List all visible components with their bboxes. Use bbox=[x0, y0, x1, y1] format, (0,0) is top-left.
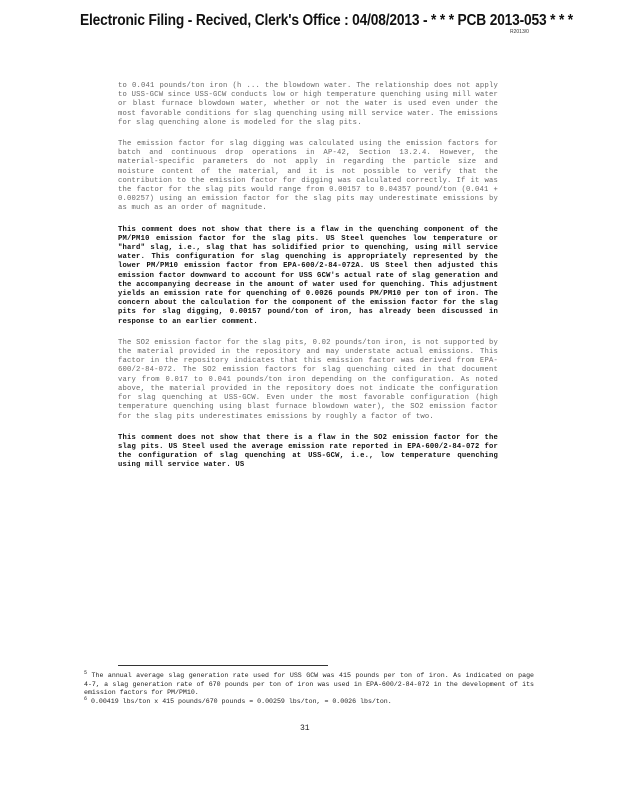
paragraph-1: to 0.041 pounds/ton iron (h ... the blowdown water. The relationship does not apply to USS-GCW since USS-GCW conducts low or high temperature quenching using mill water or blast furnace blowdown water, whether or not the water is used even under the most favorable conditions for slag quenching using mill service water. The emissions for slag quenching alone is modeled for the slag pits. bbox=[118, 82, 498, 127]
footnote-text: 0.00419 lbs/ton x 415 pounds/670 pounds = 0.00259 lbs/ton, = 0.0026 lbs/ton. bbox=[90, 697, 392, 705]
paragraph-3: The SO2 emission factor for the slag pits, 0.02 pounds/ton iron, is not supported by the material provided in the repository and may understate actual emissions. This factor in the repository indicates that this emission factor was derived from EPA-600/2-84-072. The SO2 emission factors for slag quenching cited in that document vary from 0.017 to 0.041 pounds/ton iron depending on the configuration. As noted above, the material provided in the repository does not indicate the configuration for slag quenching at USS-GCW. Even under the most favorable configuration (high temperature quenching using blast furnace blowdown water), the SO2 emission factor for the slag pits underestimates emissions by roughly a factor of two. bbox=[118, 338, 498, 421]
page-number: 31 bbox=[300, 724, 310, 733]
footnote-6 bbox=[84, 695, 534, 707]
footnote-mark: 6 bbox=[84, 695, 88, 702]
footnote-mark: 5 bbox=[84, 669, 88, 676]
response-paragraph-1: This comment does not show that there is a flaw in the quenching component of the PM/PM10 emission factor for the slag pits. US Steel quenches low temperature or "hard" slag, i.e., slag that has solidified prior to quenching, using mill service water. This configuration for slag quenching is appropriately represented by the lower PM/PM10 emission factor from EPA-600/2-84-072A. US Steel then adjusted this emission factor downward to account for USS GCW's actual rate of slag generation and the accompanying decrease in the amount of water used for quenching. This adjustment yields an emission rate for quenching of 0.0026 pounds PM/PM10 per ton of iron. The concern about the calculation for the component of the emission factor for the slag pits for slag digging, 0.00157 pound/ton of iron, has already been discussed in response to an earlier comment. bbox=[118, 225, 498, 326]
paragraph-2: The emission factor for slag digging was calculated using the emission factors for batch and continuous drop operations in AP-42, Section 13.2.4. However, the material-specific parameters do not apply in regarding the particle size and moisture content of the material, and it is not possible to verify that the contribution to the emission factor for digging was calculated correctly. If it was the factor for the slag pits would range from 0.00157 to 0.04357 pound/ton (0.041 + 0.00257) using an emission factor for the slag pits may underestimate emissions by as much as an order of magnitude. bbox=[118, 140, 498, 213]
footnote-text: The annual average slag generation rate used for USS GCW was 415 pounds per ton of iron. As indicated on page 4-7, a slag generation rate of 670 pounds per ton of iron was used in EPA-600/2-84-072 in the development of its emission factors for PM/PM10. bbox=[84, 672, 534, 697]
footnote-separator bbox=[118, 665, 328, 666]
footnotes bbox=[84, 669, 534, 706]
body-text bbox=[118, 82, 498, 483]
filing-header-stamp: R2013/0 bbox=[510, 29, 529, 35]
response-paragraph-2: This comment does not show that there is a flaw in the SO2 emission factor for the slag pits. US Steel used the average emission rate reported in EPA-600/2-84-072 for the configuration of slag quenching at USS-GCW, i.e., low temperature quenching using mill service water. US bbox=[118, 433, 498, 470]
filing-header: Electronic Filing - Recived, Clerk's Office : 04/08/2013 - * * * PCB 2013-053 * * * bbox=[80, 12, 573, 29]
footnote-5 bbox=[84, 669, 534, 698]
